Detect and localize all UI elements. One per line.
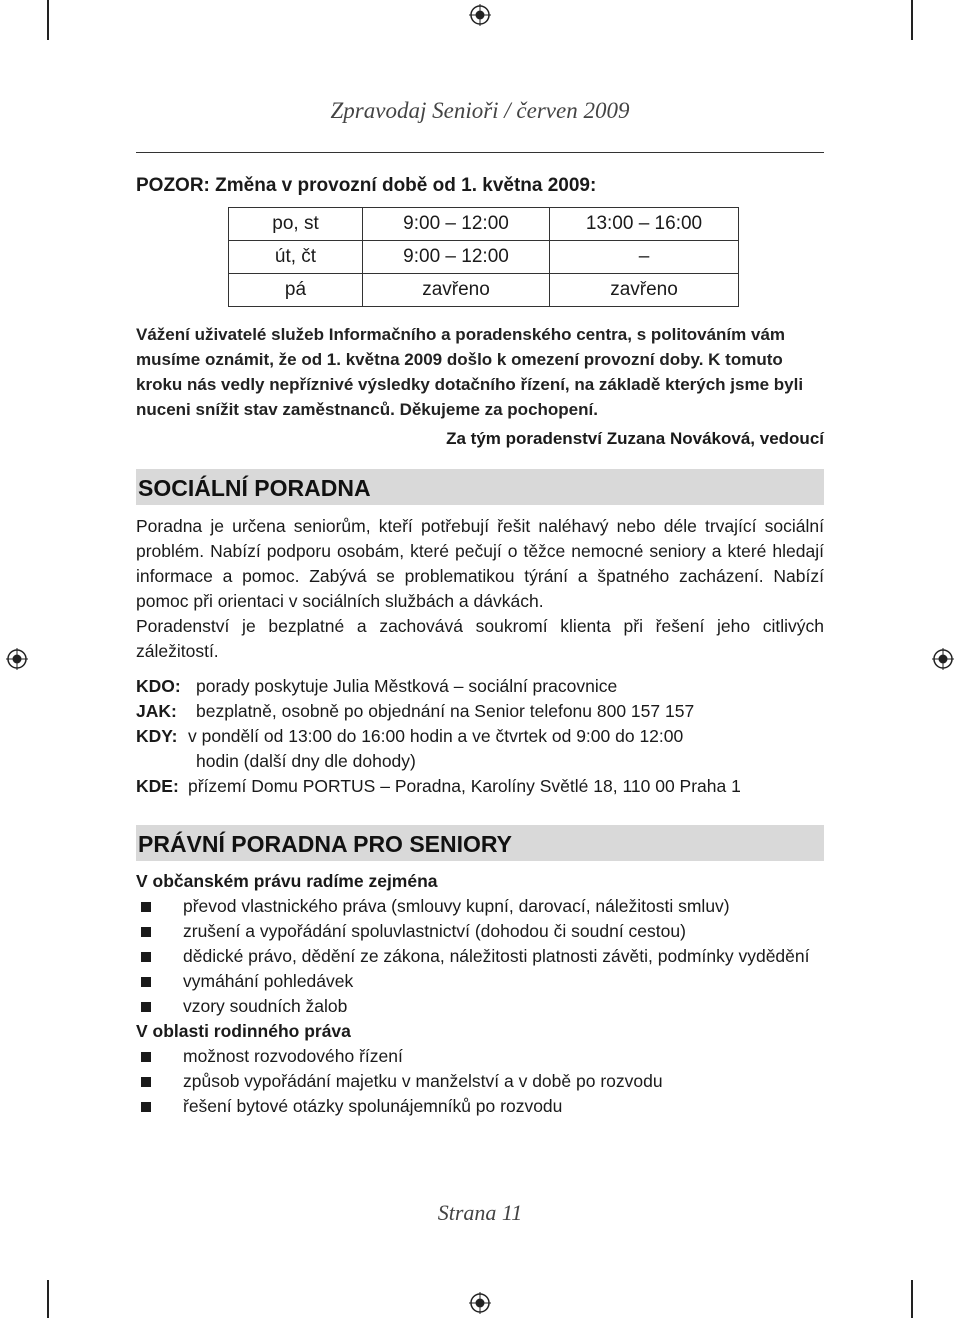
info-value: přízemí Domu PORTUS – Poradna, Karolíny Světlé 18, 110 00 Praha 1 [188,776,741,796]
trim-mark [911,0,913,40]
info-row-kde [136,774,824,799]
info-label: KDY: [136,726,178,746]
list-item [136,1044,824,1069]
group-title-civil: V občanském právu radíme zejména [136,871,438,891]
table-cell: 13:00 – 16:00 [550,208,739,241]
square-bullet-icon [141,1102,151,1112]
list-item-text: vymáhání pohledávek [183,971,354,991]
civil-law-list [136,894,824,1019]
registration-mark-icon [469,4,491,26]
list-item [136,894,824,919]
trim-mark [47,0,49,40]
square-bullet-icon [141,927,151,937]
section-heading-social: SOCIÁLNÍ PORADNA [136,469,824,505]
list-item [136,994,824,1019]
table-cell: 9:00 – 12:00 [363,241,550,274]
group-title-family: V oblasti rodinného práva [136,1021,351,1041]
info-label: KDO: [136,676,181,696]
info-row-kdy [136,724,824,749]
list-item [136,969,824,994]
notice-title: POZOR: Změna v provozní době od 1. května 2009: [136,175,597,196]
notice-signature: Za tým poradenství Zuzana Nováková, vedoucí [446,429,824,448]
square-bullet-icon [141,1077,151,1087]
social-info-list [136,674,824,799]
list-item-text: vzory soudních žalob [183,996,348,1016]
header-rule [136,152,824,153]
list-item [136,919,824,944]
list-item [136,944,824,969]
registration-mark-icon [469,1292,491,1314]
trim-mark [47,1280,49,1318]
square-bullet-icon [141,902,151,912]
square-bullet-icon [141,1002,151,1012]
family-law-list [136,1044,824,1119]
list-item-text: způsob vypořádání majetku v manželství a v době po rozvodu [183,1071,663,1091]
table-cell: út, čt [229,241,363,274]
section-heading-legal: PRÁVNÍ PORADNA PRO SENIORY [136,825,824,861]
info-value: v pondělí od 13:00 do 16:00 hodin a ve čtvrtek od 9:00 do 12:00 [188,726,684,746]
registration-mark-icon [932,648,954,670]
list-item [136,1094,824,1119]
table-cell: zavřeno [363,274,550,307]
info-row-kdo [136,674,824,699]
table-cell: 9:00 – 12:00 [363,208,550,241]
table-row [229,208,739,241]
notice-text: Vážení uživatelé služeb Informačního a poradenského centra, s politováním vám musíme oznámit, že od 1. května 2009 došlo k omezení provozní doby. K tomuto kroku nás vedly nepříznivé výsledky dotačního řízení, na základě kterých jsme byli nuceni snížit stav zaměstnanců. Děkujeme za pochopení. [136,325,804,419]
table-cell: zavřeno [550,274,739,307]
paragraph: Poradenství je bezplatné a zachovává soukromí klienta při řešení jeho citlivých záležitostí. [136,616,824,661]
square-bullet-icon [141,952,151,962]
table-row [229,274,739,307]
list-item-text: převod vlastnického práva (smlouvy kupní, darovací, náležitosti smluv) [183,896,730,916]
info-value: bezplatně, osobně po objednání na Senior telefonu 800 157 157 [196,701,695,721]
info-label: KDE: [136,776,179,796]
table-cell: po, st [229,208,363,241]
info-row-kdy-cont [136,749,824,774]
list-item-text: zrušení a vypořádání spoluvlastnictví (dohodou či soudní cestou) [183,921,686,941]
info-row-jak [136,699,824,724]
list-item-text: řešení bytové otázky spolunájemníků po rozvodu [183,1096,563,1116]
registration-mark-icon [6,648,28,670]
page-content [136,175,824,1119]
paragraph: Poradna je určena seniorům, kteří potřebují řešit naléhavý nebo déle trvající sociální problém. Nabízí podporu osobám, které pečují o těžce nemocné seniory a které hledají informace a pomoc. Zabývá se problematikou týrání a špatného zacházení. Nabízí pomoc při orientaci v sociálních službách a dávkách. [136,516,824,611]
page-header: Zpravodaj Senioři / červen 2009 [330,98,630,123]
list-item-text: možnost rozvodového řízení [183,1046,403,1066]
square-bullet-icon [141,977,151,987]
trim-mark [911,1280,913,1318]
info-value: hodin (další dny dle dohody) [196,751,416,771]
info-value: porady poskytuje Julia Městková – sociální pracovnice [196,676,618,696]
list-item-text: dědické právo, dědění ze zákona, náležitosti platnosti závěti, podmínky vydědění [183,946,810,966]
square-bullet-icon [141,1052,151,1062]
table-cell: – [550,241,739,274]
opening-hours-table [228,207,739,307]
table-cell: pá [229,274,363,307]
table-row [229,241,739,274]
page-number: Strana 11 [437,1200,523,1225]
social-description [136,514,824,664]
info-label: JAK: [136,701,177,721]
list-item [136,1069,824,1094]
